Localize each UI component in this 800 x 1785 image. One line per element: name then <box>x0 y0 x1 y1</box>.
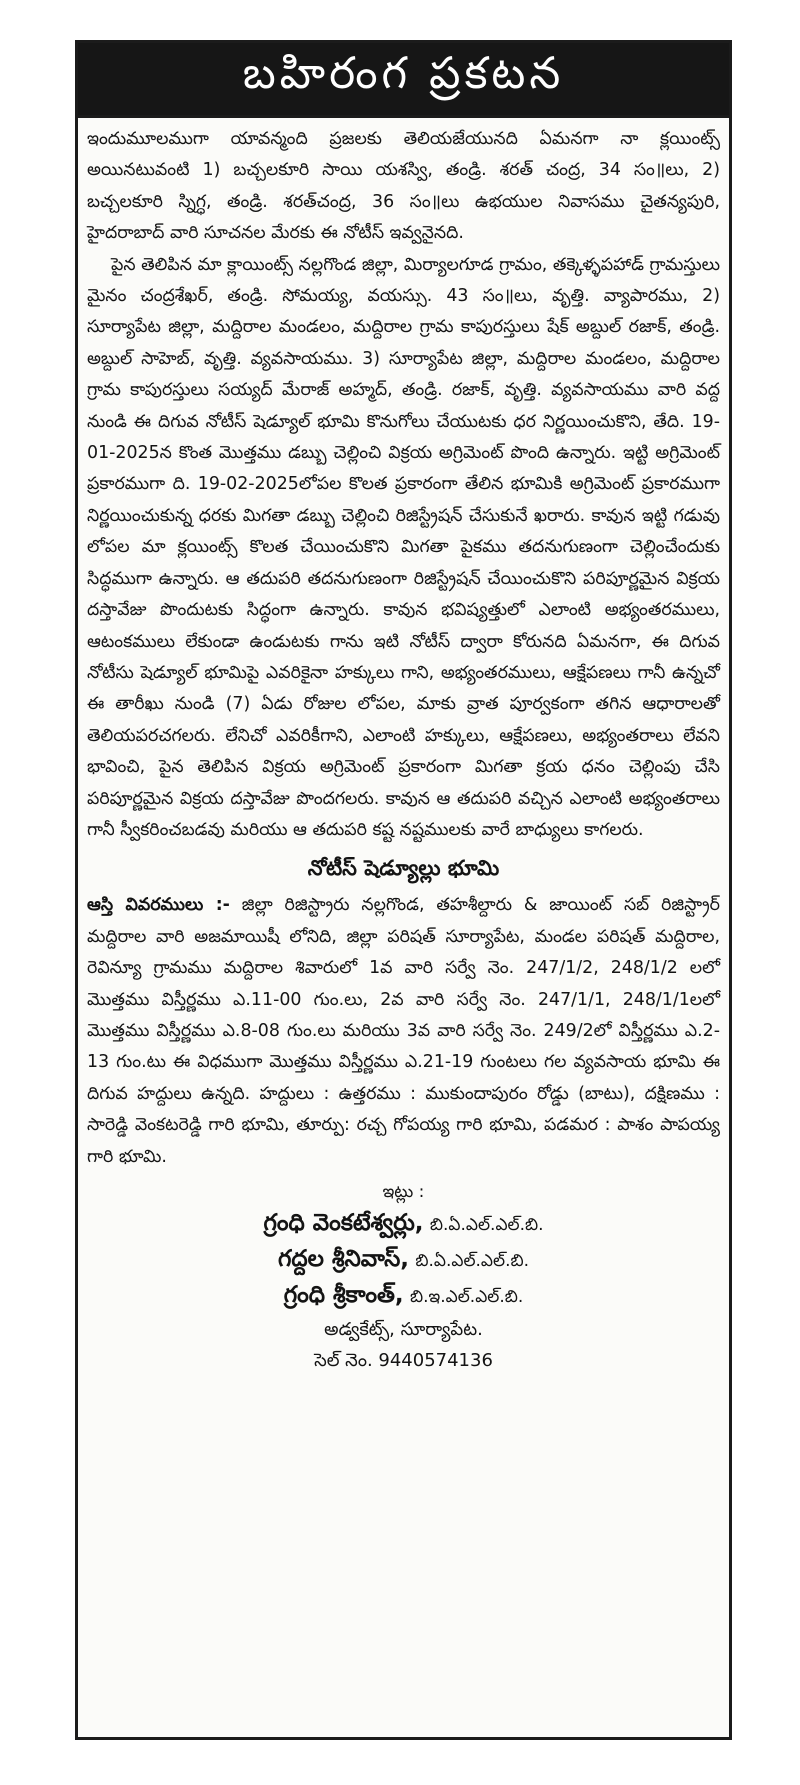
signatory-1-name: గ్రంధి వెంకటేశ్వర్లు, <box>263 1210 424 1236</box>
signatory-2-name: గద్దల శ్రీనివాస్, <box>277 1246 410 1272</box>
signatory-3-degree: బి.ఇ.ఎల్.ఎల్.బి. <box>410 1287 524 1307</box>
schedule-title: నోటీస్ షెడ్యూల్లు భూమి <box>307 856 500 881</box>
notice-body <box>78 118 729 1376</box>
phone-number: సెల్ నెం. 9440574136 <box>314 1350 493 1371</box>
public-notice-advertisement <box>75 40 732 1740</box>
main-paragraph: పైన తెలిపిన మా క్లాయింట్స్ నల్లగొండ జిల్లా, మిర్యాలగూడ గ్రామం, తక్కెళ్ళపహాడ్ గ్రామస్తులు మైనం చంద్రశేఖర్, తండ్రి. సోమయ్య, వయస్సు. 43 సం॥లు, వృత్తి. వ్యాపారము, 2) సూర్యాపేట జిల్లా, మద్దిరాల మండలం, మద్దిరాల గ్రామ కాపురస్తులు షేక్ అబ్దుల్ రజాక్, తండ్రి. అబ్దుల్ సాహెబ్, వృత్తి. వ్యవసాయము. 3) సూర్యాపేట జిల్లా, మద్దిరాల మండలం, మద్దిరాల గ్రామ కాపురస్తులు సయ్యద్ మేరాజ్ అహ్మద్, తండ్రి. రజాక్, వృత్తి. వ్యవసాయము వారి వద్ద నుండి ఈ దిగువ నోటీస్ షెడ్యూల్ భూమి కొనుగోలు చేయుటకు ధర నిర్ణయించుకొని, తేది. 19-01-2025న కొంత మొత్తము డబ్బు చెల్లించి విక్రయ అగ్రిమెంట్ పొంది ఉన్నారు. ఇట్టి అగ్రిమెంట్ ప్రకారముగా ది. 19-02-2025లోపల కొలత ప్రకారంగా తేలిన భూమికి అగ్రిమెంట్ ప్రకారముగా నిర్ణయించుకున్న ధరకు మిగతా డబ్బు చెల్లించి రిజిస్ట్రేషన్ చేసుకునే ఖరారు. కావున ఇట్టి గడువు లోపల మా క్లయింట్స్ కొలత చేయించుకొని మిగతా పైకము తదనుగుణంగా చెల్లించేందుకు సిద్ధముగా ఉన్నారు. ఆ తదుపరి తదనుగుణంగా రిజిస్ట్రేషన్ చేయించుకొని పరిపూర్ణమైన విక్రయ దస్తావేజు పొందుటకు సిద్ధంగా ఉన్నారు. కావున భవిష్యత్తులో ఎలాంటి అభ్యంతరములు, ఆటంకములు లేకుండా ఉండుటకు గాను ఇటి నోటీస్ ద్వారా కోరునది ఏమనగా, ఈ దిగువ నోటీసు షెడ్యూల్ భూమిపై ఎవరికైనా హక్కులు గాని, అభ్యంతరములు, ఆక్షేపణలు గానీ ఉన్నచో ఈ తారీఖు నుండి (7) ఏడు రోజుల లోపల, మాకు వ్రాత పూర్వకంగా తగిన ఆధారాలతో తెలియపరచగలరు. లేనిచో ఎవరికీగాని, ఎలాంటి హక్కులు, ఆక్షేపణలు, అభ్యంతరాలు లేవని భావించి, పైన తెలిపిన విక్రయ అగ్రిమెంట్ ప్రకారంగా మిగతా క్రయ ధనం చెల్లింపు చేసి పరిపూర్ణమైన విక్రయ దస్తావేజు పొందగలరు. కావున ఆ తదుపరి వచ్చిన ఎలాంటి అభ్యంతరాలు గానీ స్వీకరించబడవు మరియు ఆ తదుపరి కష్ట నష్టములకు వారే బాధ్యులు కాగలరు. <box>87 254 720 840</box>
property-details-label: ఆస్తి వివరములు :- <box>87 895 230 916</box>
signatory-2 <box>87 1242 720 1278</box>
office-location: అడ్వకేట్స్, సూర్యాపేట. <box>324 1319 483 1340</box>
signatory-3 <box>87 1278 720 1314</box>
signatory-3-name: గ్రంధి శ్రీకాంత్, <box>283 1282 404 1308</box>
intro-paragraph: ఇందుమూలముగా యావన్మంది ప్రజలకు తెలియజేయునది ఏమనగా నా క్లయింట్స్ అయినటువంటి 1) బచ్చలకూరి సాయి యశస్వి, తండ్రి. శరత్ చంద్ర, 34 సం॥లు, 2) బచ్చలకూరి స్నిగ్ధ, తండ్రి. శరత్‌చంద్ర, 36 సం॥లు ఉభయుల నివాసము చైతన్యపురి, హైదరాబాద్ వారి సూచనల మేరకు ఈ నోటీస్ ఇవ్వనైనది. <box>87 129 720 244</box>
notice-title: బహిరంగ ప్రకటన <box>78 43 729 118</box>
signature-block <box>87 1179 720 1376</box>
signoff-text: ఇట్లు : <box>382 1182 425 1202</box>
property-details-text: జిల్లా రిజిస్ట్రారు నల్లగొండ, తహశీల్దారు & జాయింట్ సబ్ రిజిస్ట్రార్ మద్దిరాల వారి అజమాయిషీ లోనిది, జిల్లా పరిషత్ సూర్యాపేట, మండల పరిషత్ మద్దిరాల, రెవిన్యూ గ్రామము మద్దిరాల శివారులో 1వ వారి సర్వే నెం. 247/1/2, 248/1/2 లలో మొత్తము విస్తీర్ణము ఎ.11-00 గుం.లు, 2వ వారి సర్వే నెం. 247/1/1, 248/1/1లలో మొత్తము విస్తీర్ణము ఎ.8-08 గుం.లు మరియు 3వ వారి సర్వే నెం. 249/2లో విస్తీర్ణము ఎ.2-13 గుం.టు ఈ విధముగా మొత్తము విస్తీర్ణము ఎ.21-19 గుంటలు గల వ్యవసాయ భూమి ఈ దిగువ హద్దులు ఉన్నది. హద్దులు : ఉత్తరము : ముకుందాపురం రోడ్డు (బాటు), దక్షిణము : సారెడ్డి వెంకటరెడ్డి గారి భూమి, తూర్పు: రచ్చ గోపయ్య గారి భూమి, పడమర : పాశం పాపయ్య గారి భూమి. <box>87 895 720 1167</box>
signatory-1-degree: బి.ఏ.ఎల్.ఎల్.బి. <box>429 1215 544 1235</box>
signatory-2-degree: బి.ఏ.ఎల్.ఎల్.బి. <box>415 1251 529 1271</box>
signatory-1 <box>87 1206 720 1242</box>
property-details <box>87 890 720 1173</box>
